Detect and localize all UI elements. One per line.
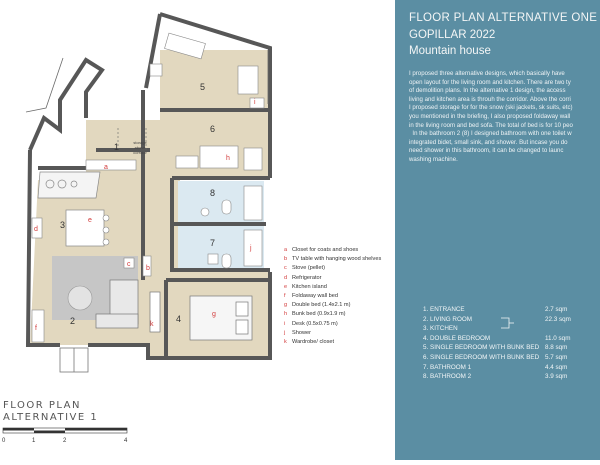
legend-item bbox=[284, 264, 396, 273]
furniture-label: h bbox=[226, 155, 230, 162]
room-row bbox=[423, 354, 600, 364]
legend-key: f bbox=[284, 293, 286, 300]
room-name: 6. SINGLE BEDROOM WITH BUNK BED bbox=[423, 353, 540, 361]
coffee-table bbox=[68, 286, 92, 310]
storage-note: above bbox=[134, 145, 146, 150]
room-row bbox=[423, 325, 600, 335]
furniture-label: b bbox=[146, 265, 150, 272]
storage-note: storage bbox=[133, 140, 147, 145]
legend-item bbox=[284, 320, 396, 329]
room-area: 8.8 sqm bbox=[545, 344, 568, 352]
room-number: 3 bbox=[60, 220, 66, 230]
legend-item bbox=[284, 283, 396, 292]
room-name: 8. BATHROOM 2 bbox=[423, 373, 472, 381]
legend-text: TV table with hanging wood shelves bbox=[292, 256, 382, 263]
room-name: 3. KITCHEN bbox=[423, 325, 458, 333]
legend-key: j bbox=[284, 329, 286, 336]
room-row bbox=[423, 306, 600, 316]
legend-key: a bbox=[284, 247, 288, 253]
room-name: 1. ENTRANCE bbox=[423, 306, 465, 313]
room-name: 4. DOUBLE BEDROOM bbox=[423, 334, 491, 342]
furniture-label: j bbox=[250, 245, 252, 252]
legend-text: Shower bbox=[292, 329, 311, 336]
entrance-closet bbox=[86, 160, 136, 170]
kitchen-island bbox=[66, 210, 104, 246]
storage-note: corridor bbox=[133, 150, 147, 155]
panel-subtitle: GOPILLAR 2022 bbox=[409, 29, 496, 41]
room-row bbox=[423, 373, 600, 383]
room-row bbox=[423, 344, 600, 354]
scale-label: 1 bbox=[32, 438, 36, 444]
sink-2 bbox=[201, 208, 209, 216]
furniture-label: f bbox=[35, 325, 37, 332]
room-number: 4 bbox=[176, 314, 182, 324]
description-paragraph: I proposed three alternative designs, which basically have open layout for the living room and kitchen. There are two ty of demolition plans. In the alternative 1 design, the access living and kitchen area is throuh the corridor. Above the corri I proposed storage for for the snow (ski jackets, sk suits, etc) you mentioned in the briefing, I also proposed foldaway wall in the living room and bed sofa. The total of bed is for 10 peo In the bathroom 2 (8) I designed bathroom with one toilet w integrated bidet, small sink, and shower. But incase you do need shower in this bathroom, it can be changed to launc washing machine. bbox=[409, 70, 573, 163]
room-name: 2. LIVING ROOM bbox=[423, 315, 472, 323]
room-number: 1 bbox=[114, 142, 120, 152]
panel-project-name: Mountain house bbox=[409, 45, 491, 57]
room-area: 3.9 sqm bbox=[545, 373, 568, 381]
furniture-label: e bbox=[88, 217, 92, 224]
desk-5 bbox=[250, 98, 264, 108]
furniture-label: k bbox=[150, 321, 154, 328]
legend-key: i bbox=[284, 320, 286, 327]
info-panel bbox=[395, 0, 600, 460]
legend-key: d bbox=[284, 274, 288, 281]
legend-key: b bbox=[284, 256, 288, 263]
legend-text: Bunk bed (0.9x1.9 m) bbox=[292, 311, 346, 318]
furniture-legend bbox=[284, 246, 396, 347]
legend-text: Kitchen island bbox=[292, 283, 327, 290]
bunk-bed-6 bbox=[200, 146, 238, 168]
furniture-label: c bbox=[127, 261, 131, 268]
room-area: 5.7 sqm bbox=[545, 353, 568, 361]
wardrobe-6 bbox=[176, 156, 198, 168]
plan-caption-sub: ALTERNATIVE 1 bbox=[3, 412, 99, 423]
furniture-label: i bbox=[254, 99, 256, 106]
room-number: 2 bbox=[70, 316, 76, 326]
kitchen-counter bbox=[38, 172, 100, 198]
furniture-label: a bbox=[104, 164, 108, 171]
desk-6 bbox=[244, 148, 262, 170]
legend-text: Refrigerator bbox=[292, 274, 322, 281]
room-number: 5 bbox=[200, 82, 206, 92]
toilet-1 bbox=[222, 254, 231, 268]
foldaway-wall-bed bbox=[32, 310, 44, 342]
legend-item bbox=[284, 301, 396, 310]
room-name: 5. SINGLE BEDROOM WITH BUNK BED bbox=[423, 344, 540, 352]
wardrobe-5 bbox=[238, 66, 258, 94]
room-row bbox=[423, 316, 600, 326]
legend-item bbox=[284, 255, 396, 264]
legend-key: e bbox=[284, 283, 288, 290]
legend-text: Wardrobe/ closet bbox=[292, 339, 335, 346]
room-row bbox=[423, 364, 600, 374]
room-area-list bbox=[423, 306, 600, 383]
shower-2 bbox=[244, 186, 262, 220]
room-name: 7. BATHROOM 1 bbox=[423, 363, 472, 371]
legend-key: g bbox=[284, 302, 288, 309]
legend-text: Closet for coats and shoes bbox=[292, 247, 359, 253]
entrance-door bbox=[60, 348, 88, 372]
legend-text: Foldaway wall bed bbox=[292, 293, 339, 300]
legend-item bbox=[284, 329, 396, 338]
scale-bar bbox=[3, 428, 127, 433]
room-number: 7 bbox=[210, 238, 216, 248]
legend-key: h bbox=[284, 311, 288, 318]
furniture-label: d bbox=[34, 226, 38, 233]
legend-text: Stove (pellet) bbox=[292, 265, 325, 272]
legend-key: c bbox=[284, 265, 287, 272]
room-area: 2.7 sqm bbox=[545, 306, 568, 313]
legend-item bbox=[284, 338, 396, 347]
legend-item bbox=[284, 292, 396, 301]
scale-label: 0 bbox=[2, 438, 6, 444]
room-number: 8 bbox=[210, 188, 216, 198]
scale-label: 4 bbox=[124, 438, 128, 444]
panel-title: FLOOR PLAN ALTERNATIVE ONE bbox=[409, 12, 598, 24]
room-area: 22.3 sqm bbox=[545, 315, 571, 323]
sink-1 bbox=[208, 254, 218, 264]
scale-label: 2 bbox=[63, 438, 67, 444]
legend-text: Desk (0.5x0.75 m) bbox=[292, 320, 338, 327]
legend-item bbox=[284, 310, 396, 319]
toilet-2 bbox=[222, 200, 231, 214]
furniture-label: g bbox=[212, 311, 216, 318]
legend-key: k bbox=[284, 339, 287, 346]
legend-text: Double bed (1.4x2.1 m) bbox=[292, 302, 351, 309]
legend-item bbox=[284, 274, 396, 283]
room-number: 6 bbox=[210, 124, 216, 134]
legend-item bbox=[284, 246, 396, 255]
room-area: 4.4 sqm bbox=[545, 363, 568, 371]
room-row bbox=[423, 335, 600, 345]
shower-1 bbox=[244, 230, 262, 266]
room-area: 11.0 sqm bbox=[545, 334, 571, 342]
plan-caption: FLOOR PLAN bbox=[3, 400, 81, 411]
